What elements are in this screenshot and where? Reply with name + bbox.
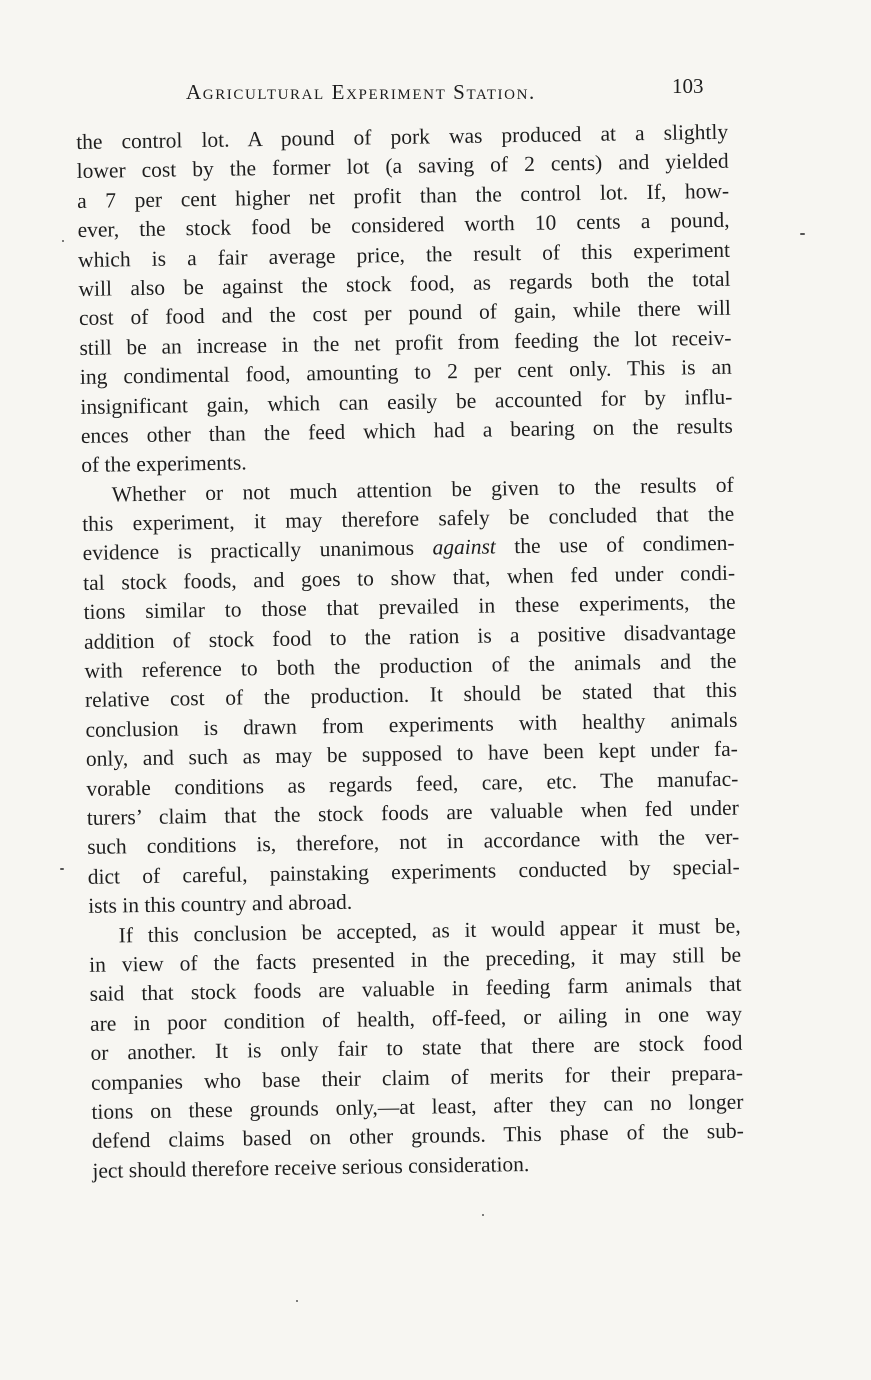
text-line: insignificant gain, which can easily be accounted for by influ-: [80, 384, 733, 419]
text-line: only, and such as may be supposed to have been kept under fa-: [85, 736, 739, 772]
text-line: conclusion is drawn from experiments with healthy animals: [85, 707, 738, 742]
text-line: or another. It is only fair to state that there are stock food: [90, 1030, 743, 1065]
paragraph-2: [82, 470, 741, 921]
text-segment: evidence is practically unanimous: [82, 535, 433, 566]
text-line: If this conclusion be accepted, as it would appear it must be,: [118, 913, 741, 947]
text-line: turers’ claim that the stock foods are valuable when fed under: [86, 795, 739, 830]
margin-speck: [62, 240, 64, 242]
text-line: this experiment, it may therefore safely be concluded that the: [82, 501, 735, 537]
text-line: vorable conditions as regards feed, care, etc. The manufac-: [86, 766, 739, 801]
text-line: ever, the stock food be considered worth 10 cents a pound,: [77, 207, 730, 243]
text-line: which is a fair average price, the result of this experiment: [77, 237, 731, 272]
text-line: relative cost of the production. It should be stated that this: [84, 678, 738, 713]
running-head-title: Agricultural Experiment Station.: [186, 80, 536, 104]
text-line: a 7 per cent higher net profit than the control lot. If, how-: [76, 178, 730, 213]
text-line: ject should therefore receive serious consideration.: [92, 1151, 530, 1183]
text-line: are in poor condition of health, off-feed, or ailing in one way: [89, 1001, 743, 1036]
text-line: addition of stock food to the ration is a positive disadvantage: [83, 619, 737, 654]
text-line: lower cost by the former lot (a saving of 2 cents) and yielded: [76, 149, 729, 184]
text-line: ing condimental food, amounting to 2 per cent only. This is an: [79, 354, 733, 390]
text-line: of the experiments.: [81, 450, 247, 478]
body-text: [76, 118, 745, 1186]
text-line: tal stock foods, and goes to show that, when fed under condi-: [82, 560, 736, 595]
margin-speck: [60, 868, 64, 870]
paragraph-3: [88, 911, 744, 1186]
text-line: such conditions is, therefore, not in accordance with the ver-: [87, 825, 740, 860]
text-line: in view of the facts presented in the preceding, it may still be: [88, 942, 742, 977]
text-line: still be an increase in the net profit from feeding the lot receiv-: [79, 325, 732, 360]
emphasis-against: against: [432, 534, 497, 560]
text-line: will also be against the stock food, as regards both the total: [78, 266, 731, 301]
text-line: defend claims based on other grounds. This phase of the sub-: [91, 1118, 745, 1154]
text-line: tions on these grounds only,—at least, after they can no longer: [91, 1089, 744, 1124]
margin-speck: [482, 1214, 484, 1216]
text-line: with reference to both the production of the animals and the: [84, 648, 737, 683]
text-line: dict of careful, painstaking experiments conducted by special-: [87, 854, 740, 889]
paragraph-1: [76, 118, 733, 481]
text-line: companies who base their claim of merits for their prepara-: [90, 1060, 744, 1095]
text-line: Whether or not much attention be given to the results of: [111, 472, 734, 507]
text-line: tions similar to those that prevailed in these experiments, the: [83, 589, 736, 625]
text-line: said that stock foods are valuable in feeding farm animals that: [89, 971, 742, 1007]
text-line: cost of food and the cost per pound of gain, while there will: [78, 296, 732, 331]
text-line: ences other than the feed which had a bearing on the results: [80, 413, 733, 448]
text-segment: the use of condimen-: [495, 531, 735, 559]
text-line: ists in this country and abroad.: [88, 889, 353, 919]
margin-speck: [800, 233, 805, 235]
margin-speck: [296, 1300, 298, 1302]
text-line: the control lot. A pound of pork was produced at a slightly: [76, 119, 729, 154]
page-number: 103: [672, 74, 704, 98]
